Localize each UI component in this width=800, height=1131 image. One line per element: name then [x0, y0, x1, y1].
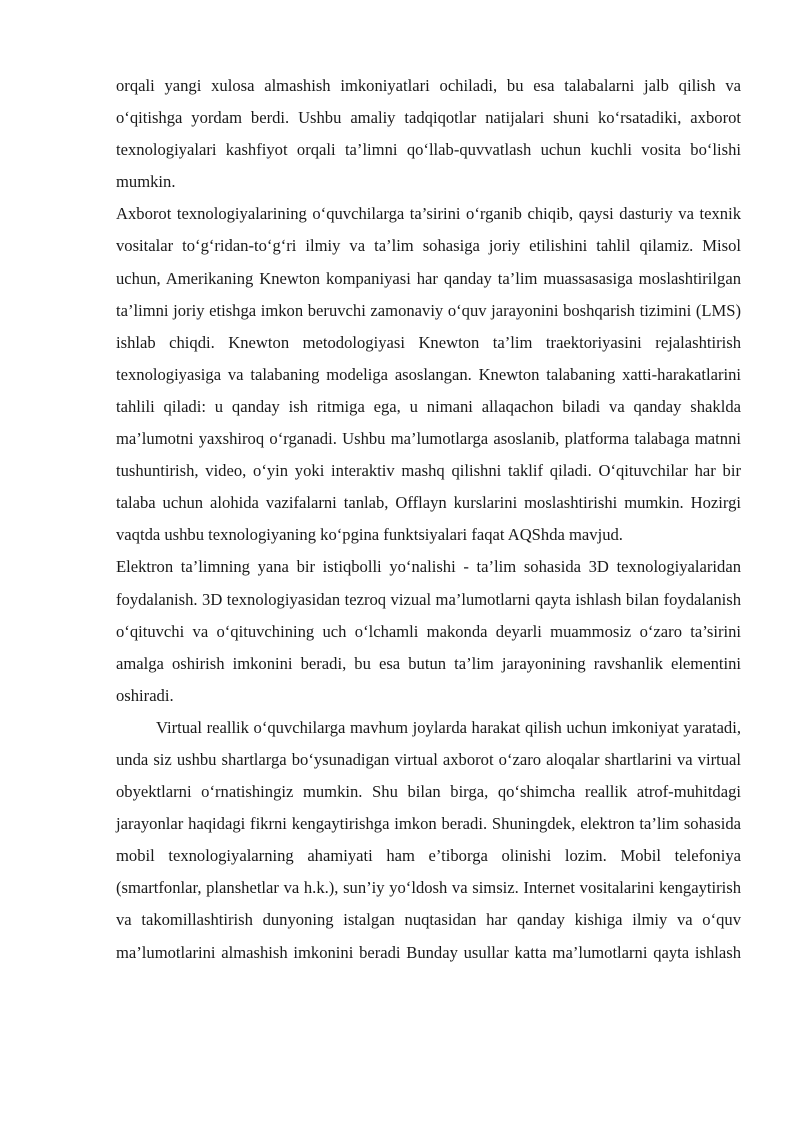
paragraph-2: Axborot texnologiyalarining o‘quvchilarga ta’sirini o‘rganib chiqib, qaysi dasturiy va texnik vositalar to‘g‘ridan-to‘g‘ri ilmiy va ta’lim sohasiga joriy etilishini tahlil qilamiz. Misol uchun, Amerikaning Knewton kompaniyasi har qanday ta’lim muassasasiga moslashtirilgan ta’limni joriy etishga imkon beruvchi zamonaviy o‘quv jarayonini boshqarish tizimini (LMS) ishlab chiqdi. Knewton metodologiyasi Knewton ta’lim traektoriyasini rejalashtirish texnologiyasiga va talabaning modeliga asoslangan. Knewton talabaning xatti-harakatlarini tahlili qiladi: u qanday ish ritmiga ega, u nimani allaqachon biladi va qanday shaklda ma’lumotni yaxshiroq o‘rganadi. Ushbu ma’lumotlarga asoslanib, platforma talabaga matnni tushuntirish, video, o‘yin yoki interaktiv mashq qilishni taklif qiladi. O‘qituvchilar har bir talaba uchun alohida vazifalarni tanlab, Offlayn kurslarini moslashtirishi mumkin. Hozirgi vaqtda ushbu texnologiyaning ko‘pgina funktsiyalari faqat AQShda mavjud.	[116, 204, 741, 545]
paragraph-4: Virtual reallik o‘quvchilarga mavhum joylarda harakat qilish uchun imkoniyat yaratadi, unda siz ushbu shartlarga bo‘ysunadigan virtual axborot o‘zaro aloqalar shartlarini va virtual obyektlarni o‘rnatishingiz mumkin. Shu bilan birga, qo‘shimcha reallik atrof-muhitdagi jarayonlar haqidagi fikrni kengaytirishga imkon beradi. Shuningdek, elektron ta’lim sohasida mobil texnologiyalarning ahamiyati ham e’tiborga olinishi lozim. Mobil telefoniya (smartfonlar, planshetlar va h.k.), sun’iy yo‘ldosh va simsiz. Internet vositalarini kengaytirish va takomillashtirish dunyoning istalgan nuqtasidan har qanday kishiga ilmiy va o‘quv ma’lumotlarini almashish imkonini beradi Bunday usullar katta ma’lumotlarni qayta ishlash	[116, 717, 741, 962]
document-body	[116, 70, 741, 969]
paragraph-1: orqali yangi xulosa almashish imkoniyatlari ochiladi, bu esa talabalarni jalb qilish va o‘qitishga yordam berdi. Ushbu amaliy tadqiqotlar natijalari shuni ko‘rsatadiki, axborot texnologiyalari kashfiyot orqali ta’limni qo‘llab-quvvatlash uchun kuchli vosita bo‘lishi mumkin.	[116, 76, 741, 192]
paragraph-3: Elektron ta’limning yana bir istiqbolli yo‘nalishi - ta’lim sohasida 3D texnologiyalaridan foydalanish. 3D texnologiyasidan tezroq vizual ma’lumotlarni qayta ishlash bilan foydalanish o‘qituvchi va o‘qituvchining uch o‘lchamli makonda deyarli muammosiz o‘zaro ta’sirini amalga oshirish imkonini beradi, bu esa butun ta’lim jarayonining ravshanlik elementini oshiradi.	[116, 557, 741, 705]
